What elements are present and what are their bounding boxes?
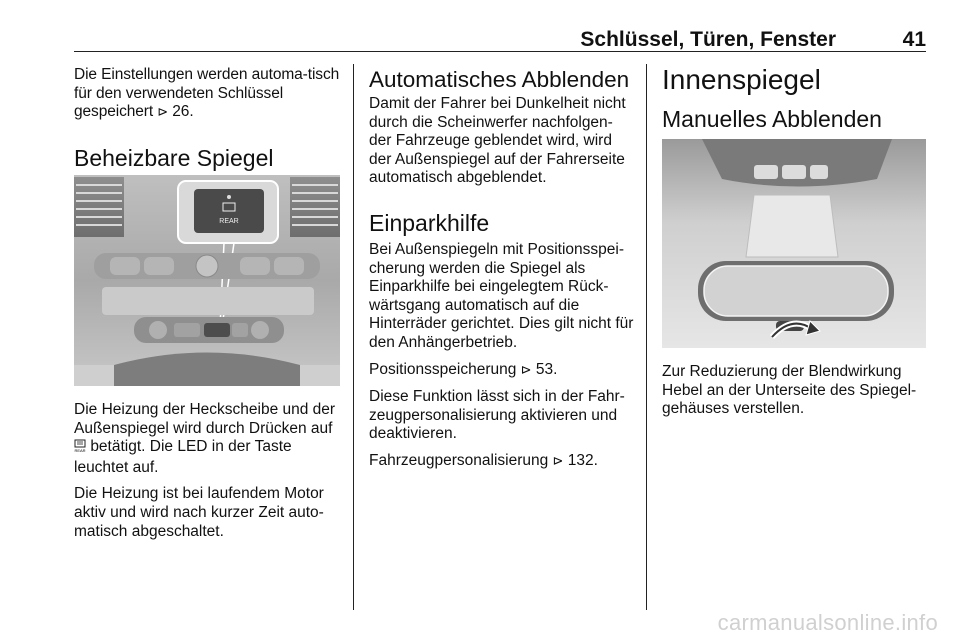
chapter-title: Schlüssel, Türen, Fenster (580, 28, 836, 51)
dashboard-figure (74, 175, 340, 386)
column-3-lower (662, 363, 928, 419)
personalization-ref-page[interactable]: 132. (567, 451, 598, 469)
intro-text: Die Einstellungen werden automa-tisch für den verwendeten Schlüssel gespeichert (74, 66, 340, 121)
heating-text-b: betätigt. Die LED in der Taste leuchtet auf. (74, 438, 292, 476)
section-heading-parking-aid: Einparkhilfe (369, 209, 490, 236)
mirror-illustration (662, 139, 926, 348)
memory-ref-page[interactable]: 53. (535, 360, 558, 378)
column-divider-1 (353, 64, 354, 610)
auto-dimming-paragraph: Damit der Fahrer bei Dunkelheit nicht durch die Scheinwerfer nachfolgen-der Fahrzeuge geblendet wird, wird der Außenspiegel auf der Fahrerseite automatisch abgeblendet. (369, 95, 626, 187)
watermark: carmanualsonline.info (717, 610, 938, 635)
heating-text-a: Die Heizung der Heckscheibe und der Außenspiegel wird durch Drücken auf (74, 401, 336, 437)
page-ref-arrow-icon: ⊳ (157, 105, 169, 121)
section-heading-heated-mirrors: Beheizbare Spiegel (74, 144, 274, 171)
manual-dimming-paragraph: Zur Reduzierung der Blendwirkung Hebel an der Unterseite des Spiegel-gehäuses verstellen. (662, 363, 917, 418)
mirror-figure (662, 139, 926, 348)
memory-ref-text: Positionsspeicherung (369, 360, 517, 378)
section-heading-manual-dimming: Manuelles Abblenden (662, 106, 882, 132)
personalization-paragraph: Diese Funktion lässt sich in der Fahr-zeugpersonalisierung aktivieren und deaktivieren. (369, 388, 625, 443)
rear-defrost-icon (74, 439, 86, 459)
column-1 (74, 66, 342, 172)
memory-ref-paragraph (369, 361, 635, 381)
page-header (74, 24, 926, 54)
dashboard-illustration (74, 175, 340, 386)
page-number: 41 (902, 28, 926, 51)
intro-paragraph (74, 66, 342, 123)
rear-button-label: REAR (219, 218, 239, 225)
column-2 (369, 66, 635, 472)
column-divider-2 (646, 64, 647, 610)
intro-ref-page[interactable]: 26. (172, 103, 194, 121)
personalization-ref-paragraph (369, 452, 635, 472)
header-rule (74, 51, 926, 52)
parking-aid-paragraph: Bei Außenspiegeln mit Positionsspei-cherung werden die Spiegel als Einparkhilfe bei eingelegtem Rück-wärtsgang automatisch auf die Hinterräder gerichtet. Dies gilt nicht für den Anhängerbetrieb. (369, 240, 634, 351)
svg-text:REAR: REAR (74, 448, 86, 454)
column-1-lower (74, 401, 342, 541)
section-heading-auto-dimming: Automatisches Abblenden (369, 67, 630, 92)
auto-off-paragraph: Die Heizung ist bei laufendem Motor aktiv und wird nach kurzer Zeit auto-matisch abgeschaltet. (74, 485, 324, 540)
personalization-ref-text: Fahrzeugpersonalisierung (369, 451, 549, 469)
section-heading-interior-mirror: Innenspiegel (662, 64, 821, 95)
column-3 (662, 66, 928, 133)
page-ref-arrow-icon: ⊳ (552, 453, 564, 469)
heating-paragraph (74, 401, 342, 477)
page-ref-arrow-icon: ⊳ (520, 362, 532, 378)
